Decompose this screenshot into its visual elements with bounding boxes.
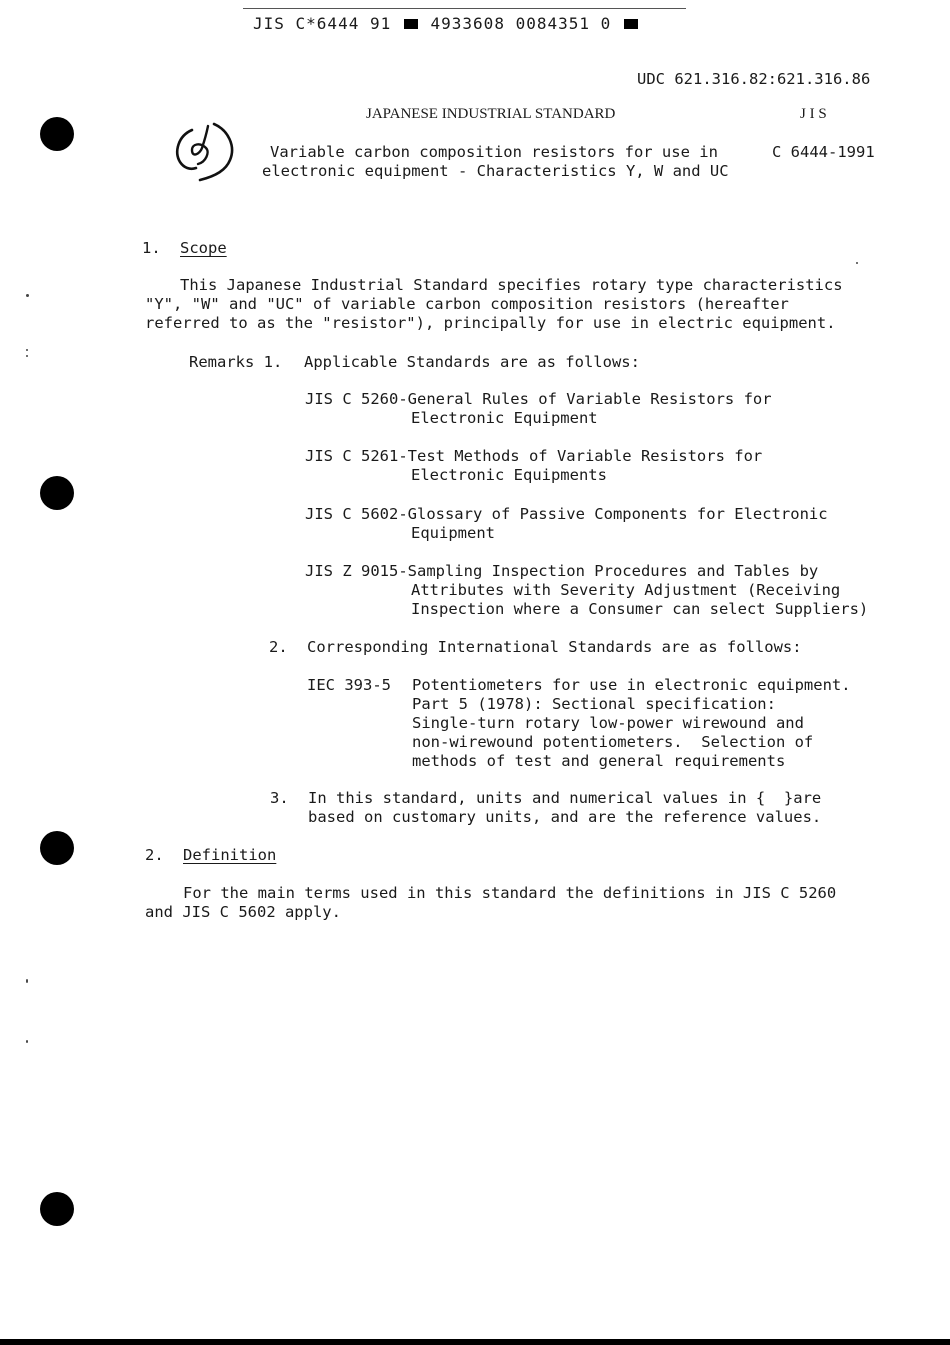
scan-speck <box>26 349 28 351</box>
standard-item-line: JIS C 5602-Glossary of Passive Components for Electronic <box>305 505 828 523</box>
standard-item-line: JIS C 5261-Test Methods of Variable Resistors for <box>305 447 763 465</box>
doc-number: C 6444-1991 <box>772 143 875 161</box>
standard-item-line: Electronic Equipment <box>411 409 598 427</box>
scope-line-2: "Y", "W" and "UC" of variable carbon composition resistors (hereafter <box>145 295 789 313</box>
section2-number: 2. <box>145 846 164 864</box>
remarks-label: Remarks 1. <box>189 353 283 371</box>
scan-speck <box>856 262 858 264</box>
punch-hole <box>40 1192 74 1226</box>
iec-line: Potentiometers for use in electronic equipment. <box>412 676 851 694</box>
definition-line-1: For the main terms used in this standard the definitions in JIS C 5260 <box>183 884 837 902</box>
punch-hole <box>40 831 74 865</box>
scan-speck <box>26 1040 28 1043</box>
title-line-2: electronic equipment - Characteristics Y, W and UC <box>262 162 729 180</box>
jis-label: J I S <box>800 106 827 122</box>
remark3-line-1: In this standard, units and numerical values in { }are <box>308 789 822 807</box>
scope-line-1: This Japanese Industrial Standard specifies rotary type characteristics <box>180 276 843 294</box>
punch-hole <box>40 117 74 151</box>
remark3-line-2: based on customary units, and are the reference values. <box>308 808 822 826</box>
redaction-block <box>404 19 418 29</box>
section1-number: 1. <box>142 239 161 257</box>
section2-heading: Definition <box>183 846 277 864</box>
scan-speck <box>26 355 28 357</box>
standard-item-line: Attributes with Severity Adjustment (Receiving <box>411 581 841 599</box>
definition-line-2: and JIS C 5602 apply. <box>145 903 341 921</box>
header-stamp <box>253 14 640 33</box>
standard-item-line: JIS C 5260-General Rules of Variable Resistors for <box>305 390 772 408</box>
standard-item-line: Equipment <box>411 524 495 542</box>
iec-code: IEC 393-5 <box>307 676 391 694</box>
header-stamp-code: JIS C*6444 91 <box>253 14 392 33</box>
remark2-text: Corresponding International Standards are as follows: <box>307 638 802 656</box>
redaction-block <box>624 19 638 29</box>
header-stamp-number: 4933608 0084351 0 <box>430 14 612 33</box>
remark2-number: 2. <box>269 638 288 656</box>
iec-line: methods of test and general requirements <box>412 752 786 770</box>
punch-hole <box>40 476 74 510</box>
scope-line-3: referred to as the "resistor"), principally for use in electric equipment. <box>145 314 836 332</box>
section1-heading: Scope <box>180 239 227 257</box>
scan-edge <box>0 1339 950 1345</box>
title-line-1: Variable carbon composition resistors for use in <box>270 143 718 161</box>
iec-line: Single-turn rotary low-power wirewound and <box>412 714 804 732</box>
jis-logo-icon <box>170 118 242 184</box>
header-rule <box>243 8 686 9</box>
standard-item-line: JIS Z 9015-Sampling Inspection Procedures and Tables by <box>305 562 819 580</box>
scan-speck <box>26 979 28 983</box>
standard-item-line: Electronic Equipments <box>411 466 607 484</box>
iec-line: non-wirewound potentiometers. Selection of <box>412 733 814 751</box>
scan-speck <box>26 294 29 297</box>
iec-line: Part 5 (1978): Sectional specification: <box>412 695 776 713</box>
udc-code: UDC 621.316.82:621.316.86 <box>637 70 871 88</box>
remark3-number: 3. <box>270 789 289 807</box>
remark1-text: Applicable Standards are as follows: <box>304 353 640 371</box>
standard-item-line: Inspection where a Consumer can select Suppliers) <box>411 600 869 618</box>
standard-label: JAPANESE INDUSTRIAL STANDARD <box>366 106 616 122</box>
